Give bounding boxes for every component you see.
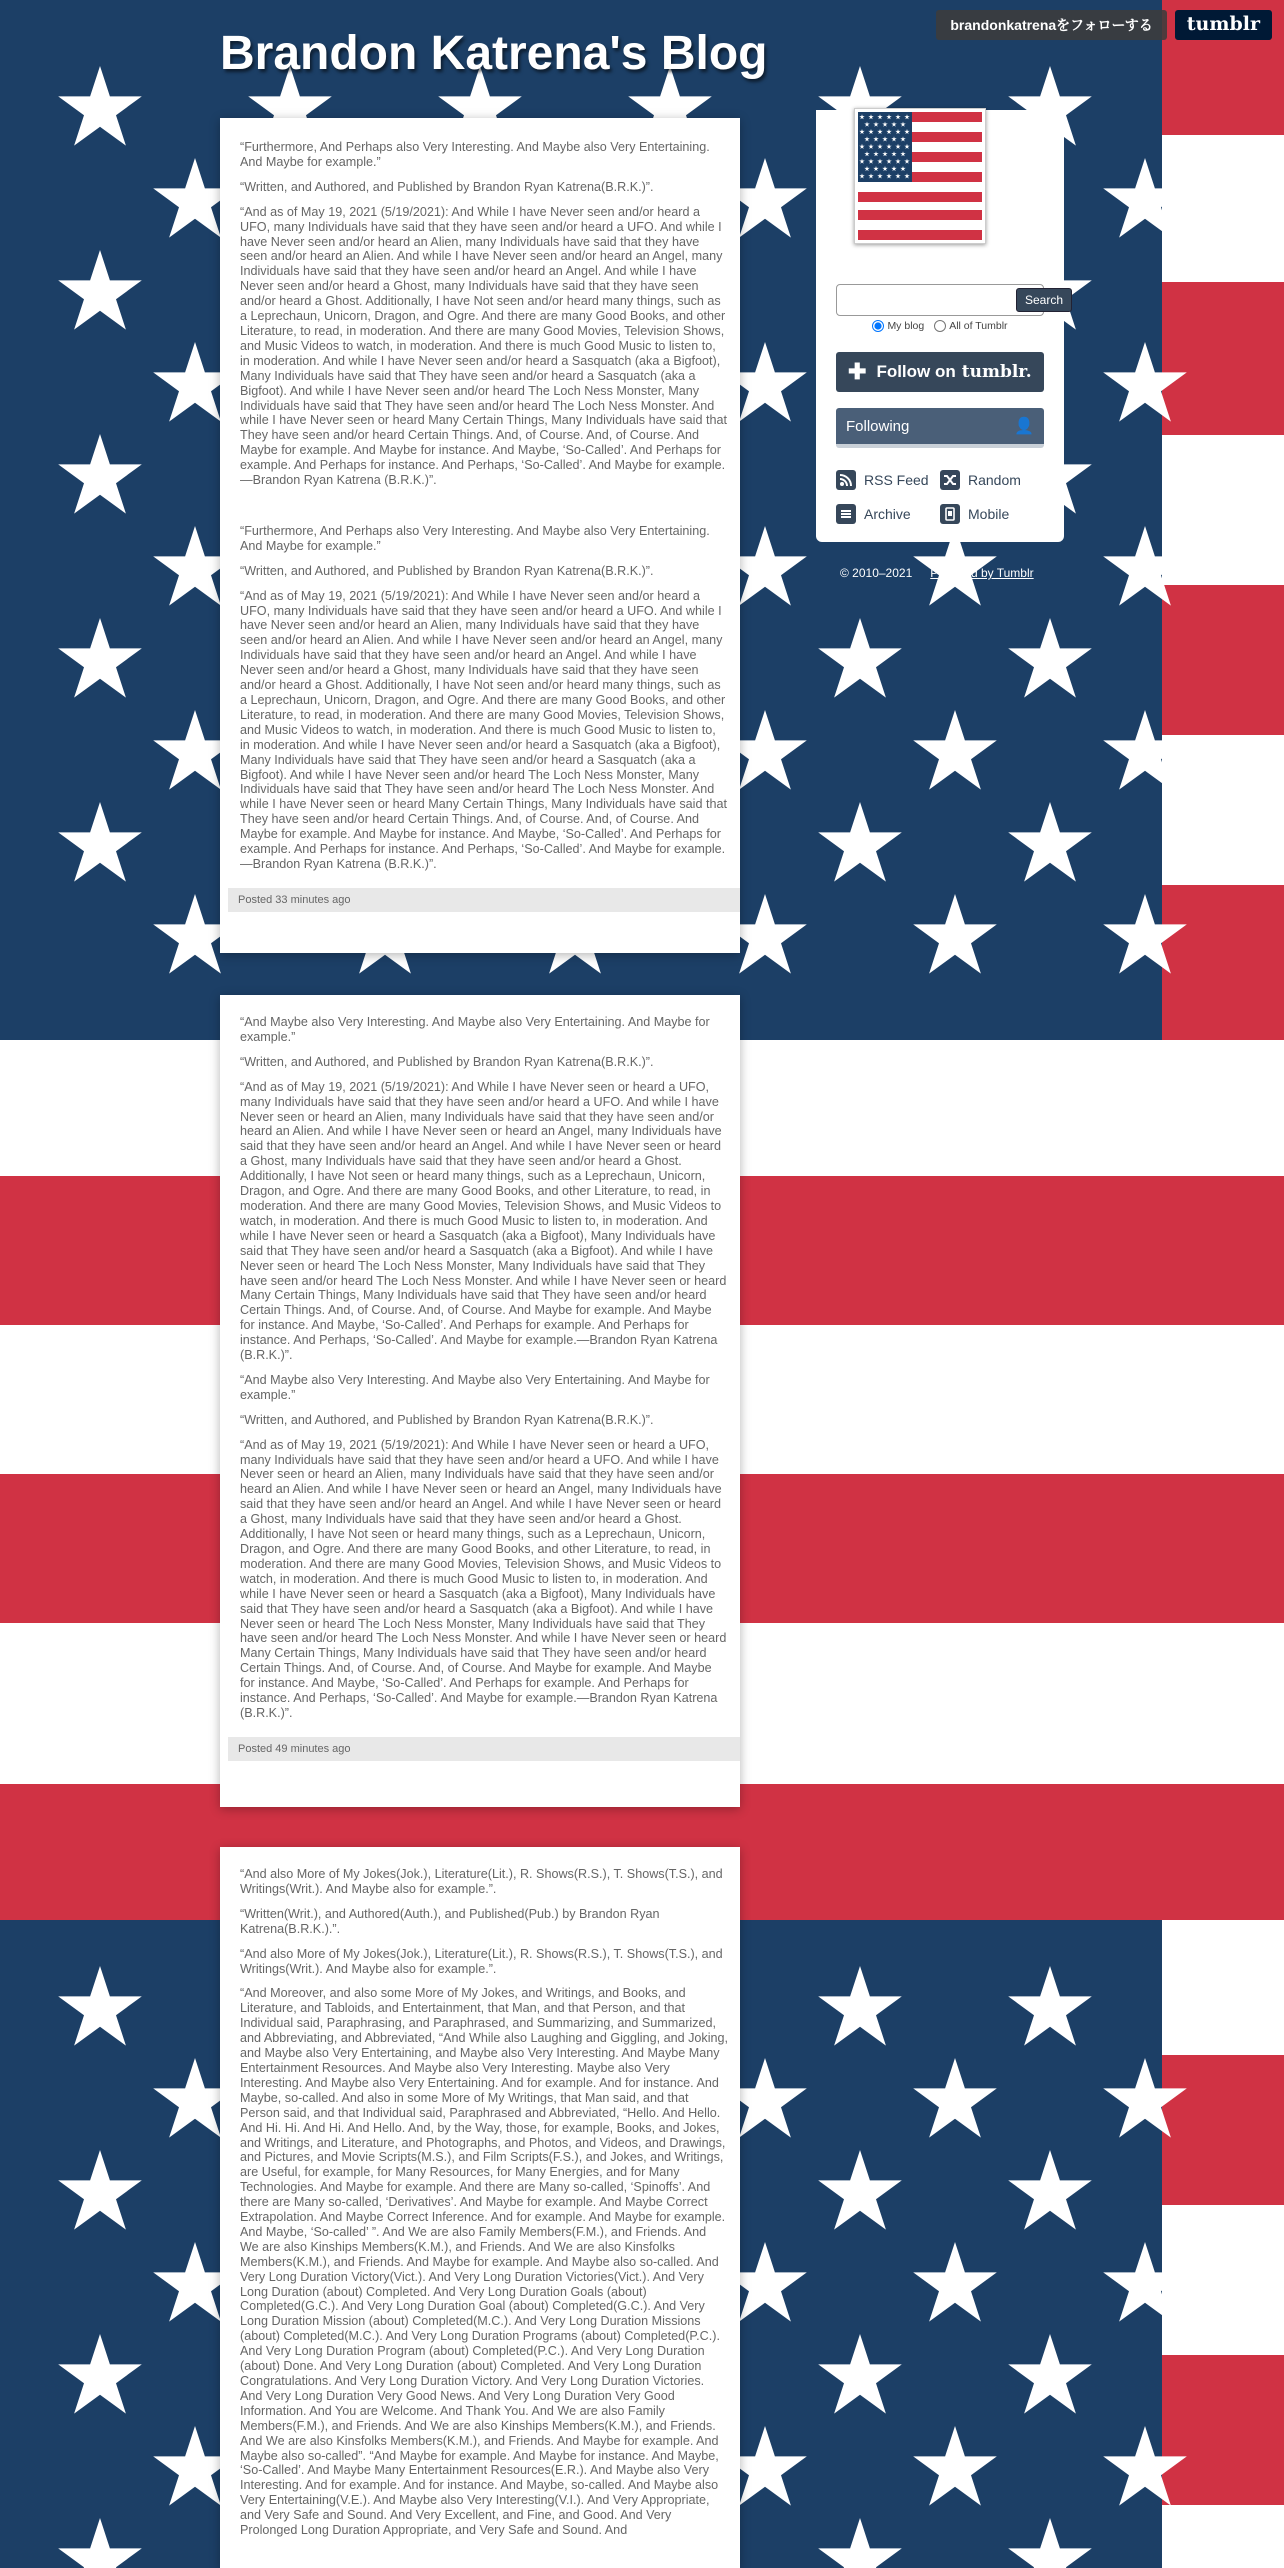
sidebar <box>816 110 1064 542</box>
rss-feed-label: RSS Feed <box>864 472 929 488</box>
random-link[interactable] <box>940 470 1044 490</box>
blog-title[interactable]: Brandon Katrena's Blog <box>220 27 768 80</box>
post-paragraph: “Written(Writ.), and Authored(Auth.), and Published(Pub.) by Brandon Ryan Katrena(B.R.K.).”. <box>240 1906 660 1936</box>
post-2 <box>220 995 740 1807</box>
mobile-label: Mobile <box>968 506 1010 522</box>
post-paragraph: “And Maybe also Very Interesting. And Maybe also Very Entertaining. And Maybe for example.” <box>240 1372 710 1402</box>
follow-blog-button[interactable]: brandonkatrenaをフォローする <box>936 10 1166 40</box>
post-paragraph: “And Moreover, and also some More of My Jokes, and Writings, and Books, and Literature, and Tabloids, and Entertainment, that Man, and that Person, and that Individual said, Paraphrasing, and Paraphrased, and Summarizing, and Summarized, and Abbreviating, and Abbreviated, “And While also Laughing and Giggling, and Joking, and Maybe also Very Entertaining, and Maybe also Very Interesting. And Maybe Many Entertainment Resources. And Maybe also Very Interesting. Maybe also Very Interesting. And Maybe also Very Entertaining. And for example. And for instance. And Maybe, so-called. And also in some More of My Writings, that Man said, and that Person said, and that Individual said, Paraphrased and Abbreviated, “Hello. And Hello. And Hi. Hi. And Hi. And Hello. And, by the Way, those, for example, Books, and Jokes, and Writings, and Literature, and Photographs, and Photos, and Videos, and Drawings, and Pictures, and Movie Scripts(M.S.), and Film Scripts(F.S.), and Jokes, and Writings, are Useful, for example, for Many Resources, for Many Energies, and for Many Technologies. And Maybe for example. And there are Many so-called, ‘Spinoffs’. And there are Many so-called, ‘Derivatives’. And Maybe for example. And Maybe Correct Extrapolation. And Maybe Correct Inference. And for example. And Maybe for example. And Maybe, ‘So-called’ ”. And We are also Family Members(F.M.), and Friends. And We are also Kinships Members(K.M.), and Friends. And We are also Kinsfolks Members(K.M.), and Friends. And Maybe for example. And Maybe also so-called. And Very Long Duration Victory(Vict.). And Very Long Duration Victories(Vict.). And Very Long Duration (about) Completed. And Very Long Duration Goals (about) Completed(G.C.). And Very Long Duration Goal (about) Completed(G.C.). And Very Long Duration Mission (about) Completed(M.C.). And Very Long Duration Missions (about) Completed(M.C.). And Very Long Duration Programs (about) Completed(P.C.). And Very Long Duration Program (about) Completed(P.C.). And Very Long Duration (about) Done. And Very Long Duration (about) Completed. And Very Long Duration Congratulations. And Very Long Duration Victory. And Very Long Duration Victories. And Very Long Duration Very Good News. And Very Long Duration Very Good Information. And You are Welcome. And Thank You. And We are also Family Members(F.M.), and Friends. And We are also Kinships Members(K.M.), and Friends. And We are also Kinsfolks Members(K.M.), and Friends. And Maybe for example. And Maybe also so-called”. “And Maybe for example. And Maybe for instance. And Maybe, ‘So-Called’. And Maybe Many Entertainment Resources(E.R.). And Maybe also Very Interesting. And for example. And for instance. And Maybe, so-called. And Maybe also Very Entertaining(V.E.). And Maybe also Very Interesting(V.I.). And Very Appropriate, and Very Safe and Sound. And Very Excellent, and Fine, and Good. And Very Prolonged Long Duration Appropriate, and Very Safe and Sound. And <box>240 1986 728 2538</box>
radio-all-tumblr-label: All of Tumblr <box>949 320 1008 332</box>
shuffle-icon <box>940 470 960 490</box>
following-label: Following <box>846 417 910 435</box>
post-paragraph: “And also More of My Jokes(Jok.), Literature(Lit.), R. Shows(R.S.), T. Shows(T.S.), and Writings(Writ.). And Maybe also for example.”. <box>240 1867 723 1896</box>
search-box <box>836 284 1064 316</box>
post-paragraph: “Written, and Authored, and Published by Brandon Ryan Katrena(B.R.K.)”. <box>240 179 654 194</box>
copyright: © 2010–2021 <box>840 566 913 580</box>
powered-by-tumblr-link[interactable]: Powered by Tumblr <box>930 566 1034 580</box>
post-paragraph: “And as of May 19, 2021 (5/19/2021): And While I have Never seen and/or heard a UFO, many Individuals have said that they have seen and/or heard a UFO. And while I have Never seen and/or heard an Alien, many Individuals have said that they have seen and/or heard an Alien. And while I have Never seen and/or heard an Angel, many Individuals have said that they have seen and/or heard an Angel. And while I have Never seen and/or heard a Ghost, many Individuals have said that they have seen and/or heard a Ghost. Additionally, I have Not seen and/or heard many things, such as a Leprechaun, Unicorn, Dragon, and Ogre. And there are many Good Books, and other Literature, to read, in moderation. And there are many Good Movies, Television Shows, and Music Videos to watch, in moderation. And there is much Good Music to listen to, in moderation. And while I have Never seen and/or heard a Sasquatch (aka a Bigfoot), Many Individuals have said that They have seen and/or heard a Sasquatch (aka a Bigfoot). And while I have Never seen and/or heard The Loch Ness Monster, Many Individuals have said that They have seen and/or heard The Loch Ness Monster. And while I have Never seen or heard Many Certain Things, Many Individuals have said that They have seen and/or heard Certain Things. And, of Course. And, of Course. And Maybe for example. And Maybe for instance. And Maybe, ‘So-Called’. And Perhaps for example. And Perhaps for instance. And Perhaps, ‘So-Called’. And Maybe for example.—Brandon Ryan Katrena (B.R.K.)”. <box>240 588 727 871</box>
post-paragraph: “And as of May 19, 2021 (5/19/2021): And While I have Never seen and/or heard a UFO, many Individuals have said that they have seen and/or heard a UFO. And while I have Never seen and/or heard an Alien, many Individuals have said that they have seen and/or heard an Alien. And while I have Never seen and/or heard an Angel, many Individuals have said that they have seen and/or heard an Angel. And while I have Never seen and/or heard a Ghost, many Individuals have said that they have seen and/or heard a Ghost. Additionally, I have Not seen and/or heard many things, such as a Leprechaun, Unicorn, Dragon, and Ogre. And there are many Good Books, and other Literature, to read, in moderation. And there are many Good Movies, Television Shows, and Music Videos to watch, in moderation. And there is much Good Music to listen to, in moderation. And while I have Never seen and/or heard a Sasquatch (aka a Bigfoot), Many Individuals have said that They have seen and/or heard a Sasquatch (aka a Bigfoot). And while I have Never seen and/or heard The Loch Ness Monster, Many Individuals have said that They have seen and/or heard The Loch Ness Monster. And while I have Never seen or heard Many Certain Things, Many Individuals have said that They have seen and/or heard Certain Things. And, of Course. And, of Course. And Maybe for example. And Maybe for instance. And Maybe, ‘So-Called’. And Perhaps for example. And Perhaps for instance. And Perhaps, ‘So-Called’. And Maybe for example.—Brandon Ryan Katrena (B.R.K.)”. <box>240 204 727 488</box>
radio-all-tumblr[interactable] <box>934 320 1007 332</box>
following-button[interactable] <box>836 408 1044 448</box>
radio-my-blog[interactable] <box>872 320 924 332</box>
post-paragraph: “And also More of My Jokes(Jok.), Literature(Lit.), R. Shows(R.S.), T. Shows(T.S.), and Writings(Writ.). And Maybe also for example.”. <box>240 1946 723 1976</box>
tumblr-logo[interactable]: tumblr <box>1175 10 1272 40</box>
random-label: Random <box>968 472 1021 488</box>
post-3 <box>220 1847 740 2568</box>
post-timestamp[interactable]: Posted 49 minutes ago <box>228 1737 740 1761</box>
radio-all-tumblr-input[interactable] <box>934 320 946 332</box>
footer <box>840 566 1034 580</box>
rss-feed-link[interactable] <box>836 470 940 490</box>
post-paragraph: “Written, and Authored, and Published by Brandon Ryan Katrena(B.R.K.)”. <box>240 563 654 578</box>
archive-icon <box>836 504 856 524</box>
mobile-link[interactable] <box>940 504 1044 524</box>
post-paragraph: “Written, and Authored, and Published by Brandon Ryan Katrena(B.R.K.)”. <box>240 1412 654 1427</box>
follow-on-label: Follow on <box>876 362 956 381</box>
post-paragraph: “Written, and Authored, and Published by Brandon Ryan Katrena(B.R.K.)”. <box>240 1054 654 1069</box>
post-paragraph: “Furthermore, And Perhaps also Very Interesting. And Maybe also Very Entertaining. And Maybe for example.” <box>240 523 710 553</box>
search-scope <box>836 320 1044 332</box>
post-timestamp[interactable]: Posted 33 minutes ago <box>228 888 740 912</box>
sidebar-links <box>836 470 1044 524</box>
plus-icon: ✚ <box>848 359 867 384</box>
radio-my-blog-label: My blog <box>887 320 925 332</box>
archive-label: Archive <box>864 506 911 522</box>
mobile-icon <box>940 504 960 524</box>
us-flag-icon <box>858 112 982 240</box>
archive-link[interactable] <box>836 504 940 524</box>
tumblr-top-bar <box>936 10 1272 40</box>
rss-icon <box>836 470 856 490</box>
post-paragraph: “And Maybe also Very Interesting. And Maybe also Very Entertaining. And Maybe for example.” <box>240 1015 710 1044</box>
follow-on-tumblr-button[interactable] <box>836 352 1044 392</box>
follow-tumblr-label: tumblr. <box>961 362 1032 382</box>
post-paragraph: “And as of May 19, 2021 (5/19/2021): And While I have Never seen or heard a UFO, many Individuals have said that they have seen and/or heard a UFO. And while I have Never seen or heard an Alien, many Individuals have said that they have seen and/or heard an Alien. And while I have Never seen or heard an Angel, many Individuals have said that they have seen and/or heard an Angel. And while I have Never seen or heard a Ghost, many Individuals have said that they have seen and/or heard a Ghost. Additionally, I have Not seen or heard many things, such as a Leprechaun, Unicorn, Dragon, and Ogre. And there are many Good Books, and other Literature, to read, in moderation. And there are many Good Movies, Television Shows, and Music Videos to watch, in moderation. And there is much Good Music to listen to, in moderation. And while I have Never seen or heard a Sasquatch (aka a Bigfoot), Many Individuals have said that They have seen and/or heard a Sasquatch (aka a Bigfoot). And while I have Never seen or heard The Loch Ness Monster, Many Individuals have said that They have seen and/or heard The Loch Ness Monster. And while I have Never seen or heard Many Certain Things, Many Individuals have said that They have seen and/or heard Certain Things. And, of Course. And, of Course. And Maybe for example. And Maybe for instance. And Maybe, ‘So-Called’. And Perhaps for example. And Perhaps for instance. And Perhaps, ‘So-Called’. And Maybe for example.—Brandon Ryan Katrena (B.R.K.)”. <box>240 1437 727 1720</box>
search-button[interactable]: Search <box>1016 288 1072 312</box>
search-input[interactable] <box>840 288 1016 312</box>
avatar[interactable] <box>854 108 986 244</box>
post-1 <box>220 118 740 953</box>
post-paragraph: “And as of May 19, 2021 (5/19/2021): And While I have Never seen or heard a UFO, many Individuals have said that they have seen and/or heard a UFO. And while I have Never seen or heard an Alien, many Individuals have said that they have seen and/or heard an Alien. And while I have Never seen or heard an Angel, many Individuals have said that they have seen and/or heard an Angel. And while I have Never seen or heard a Ghost, many Individuals have said that they have seen and/or heard a Ghost. Additionally, I have Not seen or heard many things, such as a Leprechaun, Unicorn, Dragon, and Ogre. And there are many Good Books, and other Literature, to read, in moderation. And there are many Good Movies, Television Shows, and Music Videos to watch, in moderation. And there is much Good Music to listen to, in moderation. And while I have Never seen or heard a Sasquatch (aka a Bigfoot), Many Individuals have said that They have seen and/or heard a Sasquatch (aka a Bigfoot). And while I have Never seen or heard The Loch Ness Monster, Many Individuals have said that They have seen and/or heard The Loch Ness Monster. And while I have Never seen or heard Many Certain Things, Many Individuals have said that They have seen and/or heard Certain Things. And, of Course. And, of Course. And Maybe for example. And Maybe for instance. And Maybe, ‘So-Called’. And Perhaps for example. And Perhaps for instance. And Perhaps, ‘So-Called’. And Maybe for example.—Brandon Ryan Katrena (B.R.K.)”. <box>240 1079 727 1363</box>
post-paragraph: “Furthermore, And Perhaps also Very Interesting. And Maybe also Very Entertaining. And Maybe for example.” <box>240 140 710 169</box>
person-icon: 👤 <box>1014 418 1034 435</box>
radio-my-blog-input[interactable] <box>872 320 884 332</box>
